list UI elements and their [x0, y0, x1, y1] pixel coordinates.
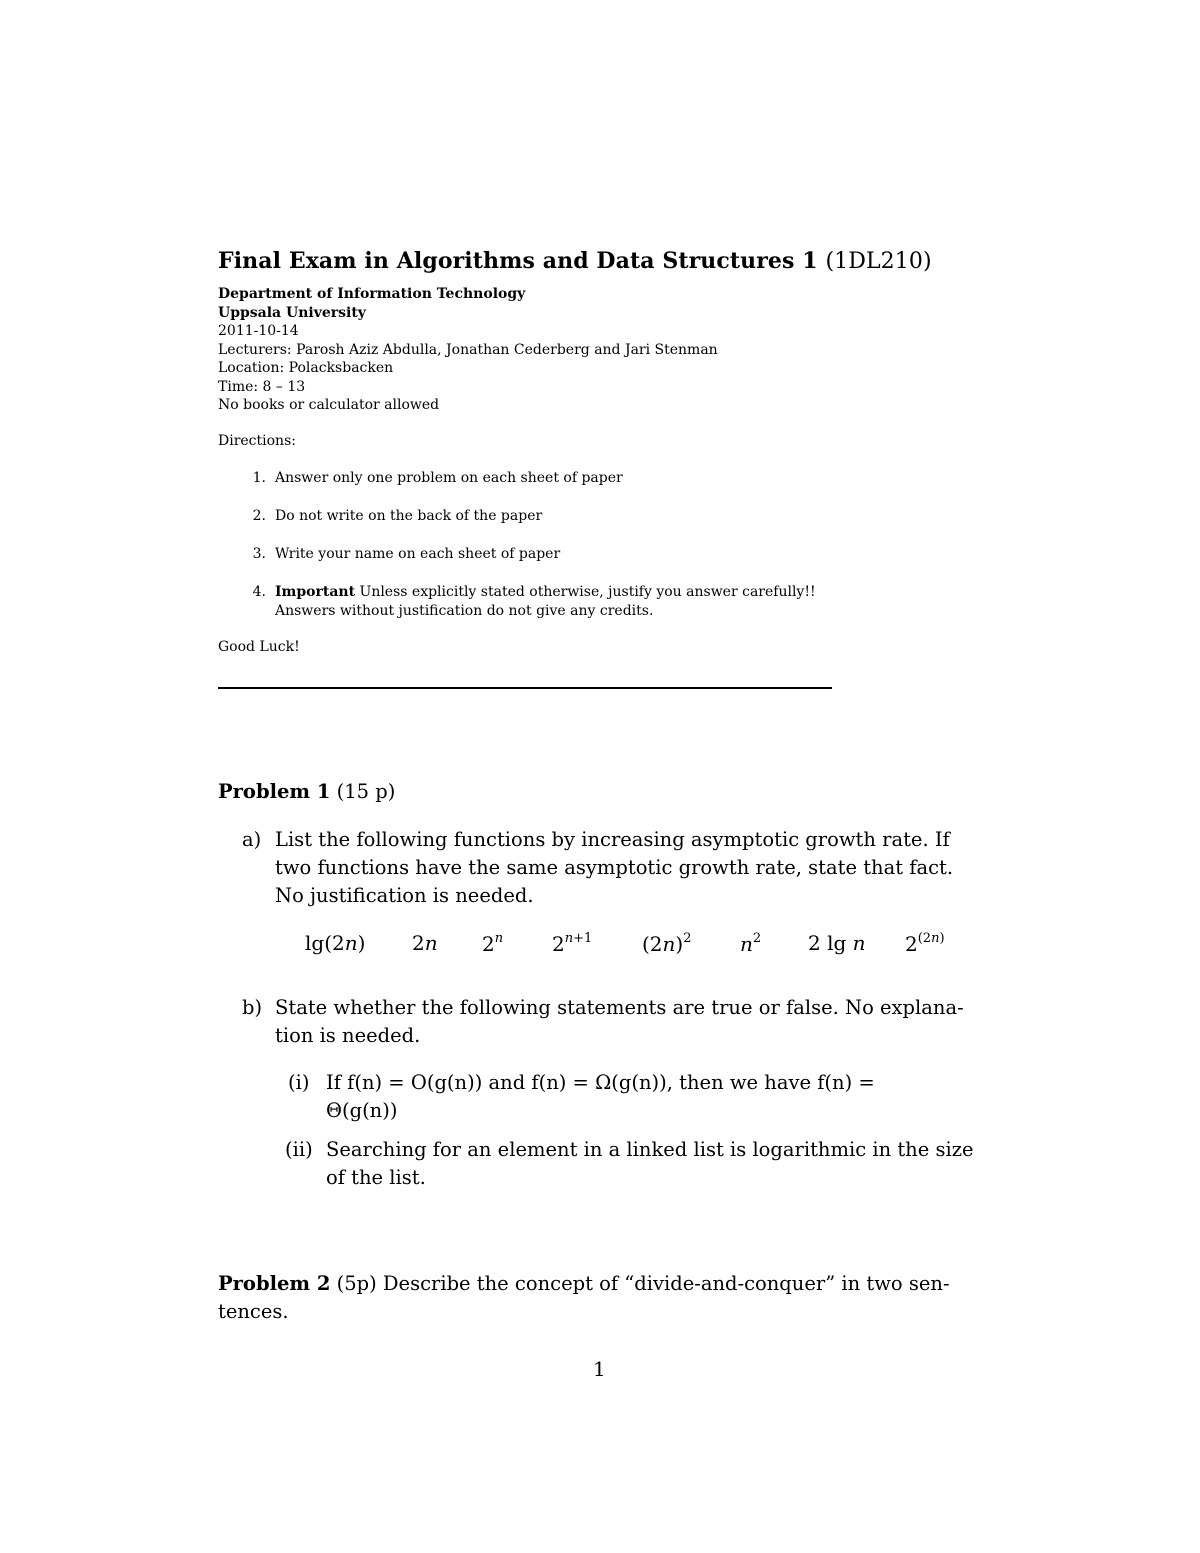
- functions-list: [0, 931, 1200, 971]
- exam-title: [218, 248, 932, 274]
- direction-text: Do not write on the back of the paper: [275, 508, 543, 524]
- problem-2-text-continued: tences.: [218, 1300, 289, 1323]
- part-b-line: tion is needed.: [275, 1024, 421, 1047]
- problem-1-heading: [218, 778, 395, 806]
- separator-rule: [218, 687, 832, 689]
- exam-rules: No books or calculator allowed: [218, 397, 440, 413]
- direction-text: Write your name on each sheet of paper: [275, 546, 561, 562]
- lecturers: Lecturers: Parosh Aziz Abdulla, Jonathan Cederberg and Jari Stenman: [218, 341, 718, 358]
- direction-number: 2.: [252, 508, 266, 524]
- direction-number: 1.: [252, 470, 266, 486]
- function-2-pow-n-plus-1: $2^{n+1}$: [552, 931, 593, 956]
- statement-i-line: If f(n) = O(g(n)) and f(n) = Ω(g(n)), then we have f(n) =: [326, 1071, 875, 1094]
- good-luck: Good Luck!: [218, 639, 300, 655]
- statement-i-label: (i): [288, 1071, 310, 1094]
- problem-1-title: Problem 1: [218, 780, 331, 803]
- direction-number: 4.: [252, 584, 266, 600]
- problem-2-text: Describe the concept of “divide-and-conquer” in two sen-: [382, 1272, 950, 1295]
- function-n-squared: $n^2$: [740, 931, 762, 956]
- problem-2-title: Problem 2: [218, 1272, 331, 1295]
- department: Department of Information Technology: [218, 286, 526, 302]
- direction-number: 3.: [252, 546, 266, 562]
- problem-2-points: (5p): [336, 1272, 377, 1295]
- function-2-pow-2n: $2^{(2n)}$: [905, 931, 945, 956]
- university: Uppsala University: [218, 304, 366, 321]
- statement-ii-line: of the list.: [326, 1166, 426, 1189]
- part-b-line: State whether the following statements are true or false. No explana-: [275, 996, 964, 1019]
- direction-text: Answer only one problem on each sheet of paper: [275, 470, 623, 486]
- time: Time: 8 – 13: [218, 378, 306, 395]
- problem-2: [218, 1270, 950, 1298]
- part-a-line: two functions have the same asymptotic growth rate, state that fact.: [275, 856, 954, 879]
- directions-label: Directions:: [218, 433, 296, 449]
- statement-i-line: Θ(g(n)): [326, 1099, 398, 1122]
- direction-text-important: [275, 584, 816, 600]
- statement-ii-line: Searching for an element in a linked list is logarithmic in the size: [326, 1138, 974, 1161]
- part-a-line: List the following functions by increasing asymptotic growth rate. If: [275, 828, 950, 851]
- exam-date: 2011-10-14: [218, 323, 299, 339]
- statement-ii-label: (ii): [285, 1138, 313, 1161]
- function-2-pow-n: 2$^n$: [482, 931, 504, 956]
- function-2-lg-n: 2 lg n: [808, 931, 866, 955]
- exam-title-main: Final Exam in Algorithms and Data Structures 1: [218, 248, 818, 274]
- function-2n: 2n: [412, 931, 438, 955]
- location: Location: Polacksbacken: [218, 360, 394, 376]
- important-label: Important: [275, 584, 356, 600]
- direction-text: Unless explicitly stated otherwise, justify you answer carefully!!: [359, 584, 816, 600]
- problem-1-points: (15 p): [336, 780, 396, 803]
- part-a-label: a): [242, 828, 262, 851]
- page-number: 1: [593, 1357, 606, 1381]
- direction-text-continued: Answers without justification do not give any credits.: [275, 603, 654, 619]
- function-2n-squared: $(2n)^2$: [642, 931, 692, 956]
- part-b-label: b): [242, 996, 263, 1019]
- part-a-line: No justification is needed.: [275, 884, 534, 907]
- course-code: (1DL210): [825, 249, 932, 274]
- exam-header-info: [218, 285, 718, 415]
- function-lg-2n: lg(2n): [305, 931, 366, 955]
